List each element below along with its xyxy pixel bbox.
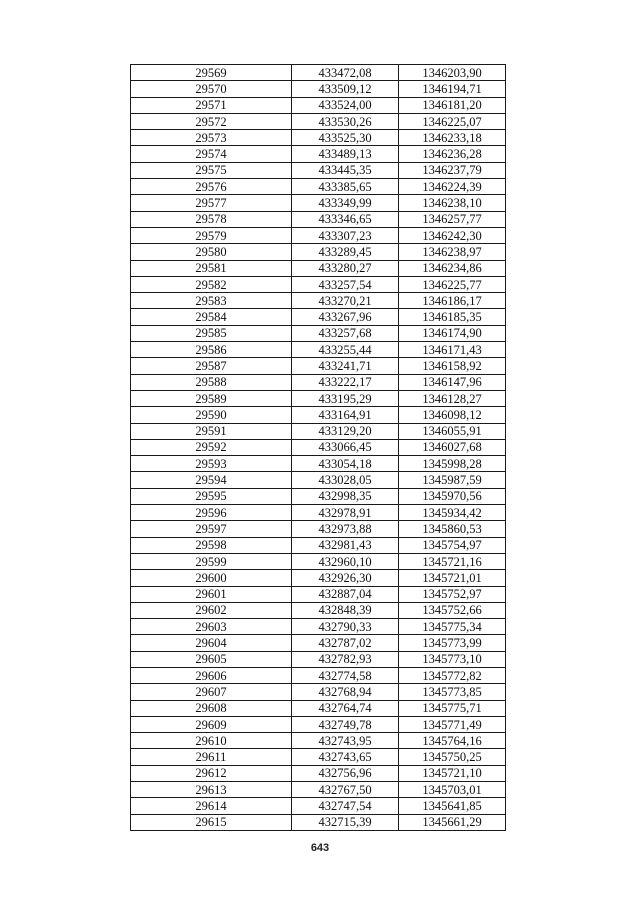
point-number-cell: 29606 [131, 667, 292, 683]
y-coordinate-cell: 1345987,59 [399, 472, 506, 488]
x-coordinate-cell: 433307,23 [292, 227, 399, 243]
coordinates-table-body [131, 65, 506, 831]
point-number-cell: 29588 [131, 374, 292, 390]
table-row [131, 309, 506, 325]
x-coordinate-cell: 432926,30 [292, 570, 399, 586]
point-number-cell: 29569 [131, 65, 292, 81]
y-coordinate-cell: 1346185,35 [399, 309, 506, 325]
x-coordinate-cell: 432743,95 [292, 733, 399, 749]
y-coordinate-cell: 1345721,01 [399, 570, 506, 586]
point-number-cell: 29609 [131, 716, 292, 732]
y-coordinate-cell: 1346098,12 [399, 407, 506, 423]
point-number-cell: 29603 [131, 619, 292, 635]
y-coordinate-cell: 1345775,34 [399, 619, 506, 635]
x-coordinate-cell: 433530,26 [292, 113, 399, 129]
y-coordinate-cell: 1345860,53 [399, 521, 506, 537]
table-row [131, 439, 506, 455]
point-number-cell: 29596 [131, 505, 292, 521]
point-number-cell: 29614 [131, 798, 292, 814]
table-row [131, 81, 506, 97]
x-coordinate-cell: 432848,39 [292, 602, 399, 618]
point-number-cell: 29570 [131, 81, 292, 97]
table-row [131, 814, 506, 830]
point-number-cell: 29597 [131, 521, 292, 537]
point-number-cell: 29602 [131, 602, 292, 618]
y-coordinate-cell: 1345773,85 [399, 684, 506, 700]
table-row [131, 765, 506, 781]
y-coordinate-cell: 1345641,85 [399, 798, 506, 814]
x-coordinate-cell: 433525,30 [292, 130, 399, 146]
x-coordinate-cell: 432749,78 [292, 716, 399, 732]
page-number: 643 [310, 842, 330, 854]
x-coordinate-cell: 432756,96 [292, 765, 399, 781]
point-number-cell: 29580 [131, 244, 292, 260]
y-coordinate-cell: 1346236,28 [399, 146, 506, 162]
table-row [131, 537, 506, 553]
x-coordinate-cell: 433054,18 [292, 456, 399, 472]
y-coordinate-cell: 1345721,10 [399, 765, 506, 781]
table-row [131, 276, 506, 292]
point-number-cell: 29595 [131, 488, 292, 504]
point-number-cell: 29585 [131, 325, 292, 341]
x-coordinate-cell: 433509,12 [292, 81, 399, 97]
point-number-cell: 29592 [131, 439, 292, 455]
point-number-cell: 29572 [131, 113, 292, 129]
table-row [131, 635, 506, 651]
point-number-cell: 29600 [131, 570, 292, 586]
table-row [131, 227, 506, 243]
x-coordinate-cell: 433289,45 [292, 244, 399, 260]
point-number-cell: 29599 [131, 553, 292, 569]
point-number-cell: 29581 [131, 260, 292, 276]
x-coordinate-cell: 433066,45 [292, 439, 399, 455]
point-number-cell: 29584 [131, 309, 292, 325]
x-coordinate-cell: 432715,39 [292, 814, 399, 830]
table-row [131, 65, 506, 81]
table-row [131, 179, 506, 195]
x-coordinate-cell: 432978,91 [292, 505, 399, 521]
table-row [131, 602, 506, 618]
y-coordinate-cell: 1345775,71 [399, 700, 506, 716]
table-row [131, 521, 506, 537]
x-coordinate-cell: 433267,96 [292, 309, 399, 325]
x-coordinate-cell: 433472,08 [292, 65, 399, 81]
x-coordinate-cell: 432981,43 [292, 537, 399, 553]
point-number-cell: 29583 [131, 293, 292, 309]
point-number-cell: 29573 [131, 130, 292, 146]
x-coordinate-cell: 433028,05 [292, 472, 399, 488]
table-row [131, 325, 506, 341]
table-row [131, 684, 506, 700]
x-coordinate-cell: 433257,68 [292, 325, 399, 341]
table-row [131, 798, 506, 814]
point-number-cell: 29612 [131, 765, 292, 781]
x-coordinate-cell: 432998,35 [292, 488, 399, 504]
y-coordinate-cell: 1345721,16 [399, 553, 506, 569]
point-number-cell: 29593 [131, 456, 292, 472]
table-row [131, 162, 506, 178]
y-coordinate-cell: 1346158,92 [399, 358, 506, 374]
point-number-cell: 29590 [131, 407, 292, 423]
y-coordinate-cell: 1345754,97 [399, 537, 506, 553]
x-coordinate-cell: 432782,93 [292, 651, 399, 667]
x-coordinate-cell: 432973,88 [292, 521, 399, 537]
table-row [131, 146, 506, 162]
y-coordinate-cell: 1346186,17 [399, 293, 506, 309]
point-number-cell: 29615 [131, 814, 292, 830]
x-coordinate-cell: 433346,65 [292, 211, 399, 227]
x-coordinate-cell: 432887,04 [292, 586, 399, 602]
point-number-cell: 29582 [131, 276, 292, 292]
y-coordinate-cell: 1346225,07 [399, 113, 506, 129]
x-coordinate-cell: 432774,58 [292, 667, 399, 683]
point-number-cell: 29607 [131, 684, 292, 700]
table-row [131, 244, 506, 260]
y-coordinate-cell: 1345970,56 [399, 488, 506, 504]
y-coordinate-cell: 1346237,79 [399, 162, 506, 178]
y-coordinate-cell: 1346257,77 [399, 211, 506, 227]
y-coordinate-cell: 1346055,91 [399, 423, 506, 439]
table-row [131, 749, 506, 765]
x-coordinate-cell: 432767,50 [292, 782, 399, 798]
x-coordinate-cell: 432747,54 [292, 798, 399, 814]
y-coordinate-cell: 1345764,16 [399, 733, 506, 749]
x-coordinate-cell: 433257,54 [292, 276, 399, 292]
table-row [131, 358, 506, 374]
point-number-cell: 29577 [131, 195, 292, 211]
y-coordinate-cell: 1346233,18 [399, 130, 506, 146]
x-coordinate-cell: 432790,33 [292, 619, 399, 635]
table-row [131, 374, 506, 390]
table-row [131, 195, 506, 211]
x-coordinate-cell: 432764,74 [292, 700, 399, 716]
table-row [131, 97, 506, 113]
table-row [131, 667, 506, 683]
point-number-cell: 29610 [131, 733, 292, 749]
point-number-cell: 29598 [131, 537, 292, 553]
x-coordinate-cell: 433129,20 [292, 423, 399, 439]
y-coordinate-cell: 1345703,01 [399, 782, 506, 798]
point-number-cell: 29579 [131, 227, 292, 243]
table-row [131, 423, 506, 439]
point-number-cell: 29576 [131, 179, 292, 195]
point-number-cell: 29586 [131, 342, 292, 358]
point-number-cell: 29571 [131, 97, 292, 113]
y-coordinate-cell: 1345661,29 [399, 814, 506, 830]
y-coordinate-cell: 1346194,71 [399, 81, 506, 97]
point-number-cell: 29605 [131, 651, 292, 667]
table-row [131, 407, 506, 423]
table-row [131, 456, 506, 472]
coordinates-table [130, 64, 506, 831]
y-coordinate-cell: 1346181,20 [399, 97, 506, 113]
table-row [131, 472, 506, 488]
x-coordinate-cell: 433195,29 [292, 390, 399, 406]
x-coordinate-cell: 433489,13 [292, 146, 399, 162]
point-number-cell: 29604 [131, 635, 292, 651]
point-number-cell: 29574 [131, 146, 292, 162]
y-coordinate-cell: 1345934,42 [399, 505, 506, 521]
x-coordinate-cell: 433280,27 [292, 260, 399, 276]
x-coordinate-cell: 433349,99 [292, 195, 399, 211]
table-row [131, 342, 506, 358]
point-number-cell: 29611 [131, 749, 292, 765]
x-coordinate-cell: 433222,17 [292, 374, 399, 390]
point-number-cell: 29587 [131, 358, 292, 374]
y-coordinate-cell: 1345752,66 [399, 602, 506, 618]
y-coordinate-cell: 1346171,43 [399, 342, 506, 358]
point-number-cell: 29608 [131, 700, 292, 716]
table-row [131, 553, 506, 569]
table-row [131, 619, 506, 635]
table-row [131, 293, 506, 309]
point-number-cell: 29589 [131, 390, 292, 406]
y-coordinate-cell: 1345773,10 [399, 651, 506, 667]
x-coordinate-cell: 432743,65 [292, 749, 399, 765]
y-coordinate-cell: 1345773,99 [399, 635, 506, 651]
point-number-cell: 29575 [131, 162, 292, 178]
table-row [131, 570, 506, 586]
table-row [131, 700, 506, 716]
x-coordinate-cell: 433241,71 [292, 358, 399, 374]
table-row [131, 651, 506, 667]
table-row [131, 390, 506, 406]
table-row [131, 211, 506, 227]
table-row [131, 260, 506, 276]
y-coordinate-cell: 1345750,25 [399, 749, 506, 765]
table-row [131, 586, 506, 602]
x-coordinate-cell: 433164,91 [292, 407, 399, 423]
y-coordinate-cell: 1345772,82 [399, 667, 506, 683]
x-coordinate-cell: 433270,21 [292, 293, 399, 309]
y-coordinate-cell: 1346225,77 [399, 276, 506, 292]
y-coordinate-cell: 1346234,86 [399, 260, 506, 276]
point-number-cell: 29601 [131, 586, 292, 602]
table-row [131, 782, 506, 798]
table-row [131, 488, 506, 504]
y-coordinate-cell: 1346224,39 [399, 179, 506, 195]
y-coordinate-cell: 1346242,30 [399, 227, 506, 243]
x-coordinate-cell: 433524,00 [292, 97, 399, 113]
x-coordinate-cell: 432960,10 [292, 553, 399, 569]
table-row [131, 716, 506, 732]
table-row [131, 113, 506, 129]
point-number-cell: 29594 [131, 472, 292, 488]
y-coordinate-cell: 1346203,90 [399, 65, 506, 81]
table-row [131, 130, 506, 146]
point-number-cell: 29613 [131, 782, 292, 798]
y-coordinate-cell: 1346027,68 [399, 439, 506, 455]
y-coordinate-cell: 1346238,97 [399, 244, 506, 260]
y-coordinate-cell: 1345752,97 [399, 586, 506, 602]
x-coordinate-cell: 433255,44 [292, 342, 399, 358]
y-coordinate-cell: 1346174,90 [399, 325, 506, 341]
y-coordinate-cell: 1346128,27 [399, 390, 506, 406]
y-coordinate-cell: 1345771,49 [399, 716, 506, 732]
y-coordinate-cell: 1346238,10 [399, 195, 506, 211]
x-coordinate-cell: 433385,65 [292, 179, 399, 195]
point-number-cell: 29578 [131, 211, 292, 227]
table-row [131, 733, 506, 749]
x-coordinate-cell: 432787,02 [292, 635, 399, 651]
x-coordinate-cell: 432768,94 [292, 684, 399, 700]
y-coordinate-cell: 1346147,96 [399, 374, 506, 390]
x-coordinate-cell: 433445,35 [292, 162, 399, 178]
table-row [131, 505, 506, 521]
point-number-cell: 29591 [131, 423, 292, 439]
y-coordinate-cell: 1345998,28 [399, 456, 506, 472]
